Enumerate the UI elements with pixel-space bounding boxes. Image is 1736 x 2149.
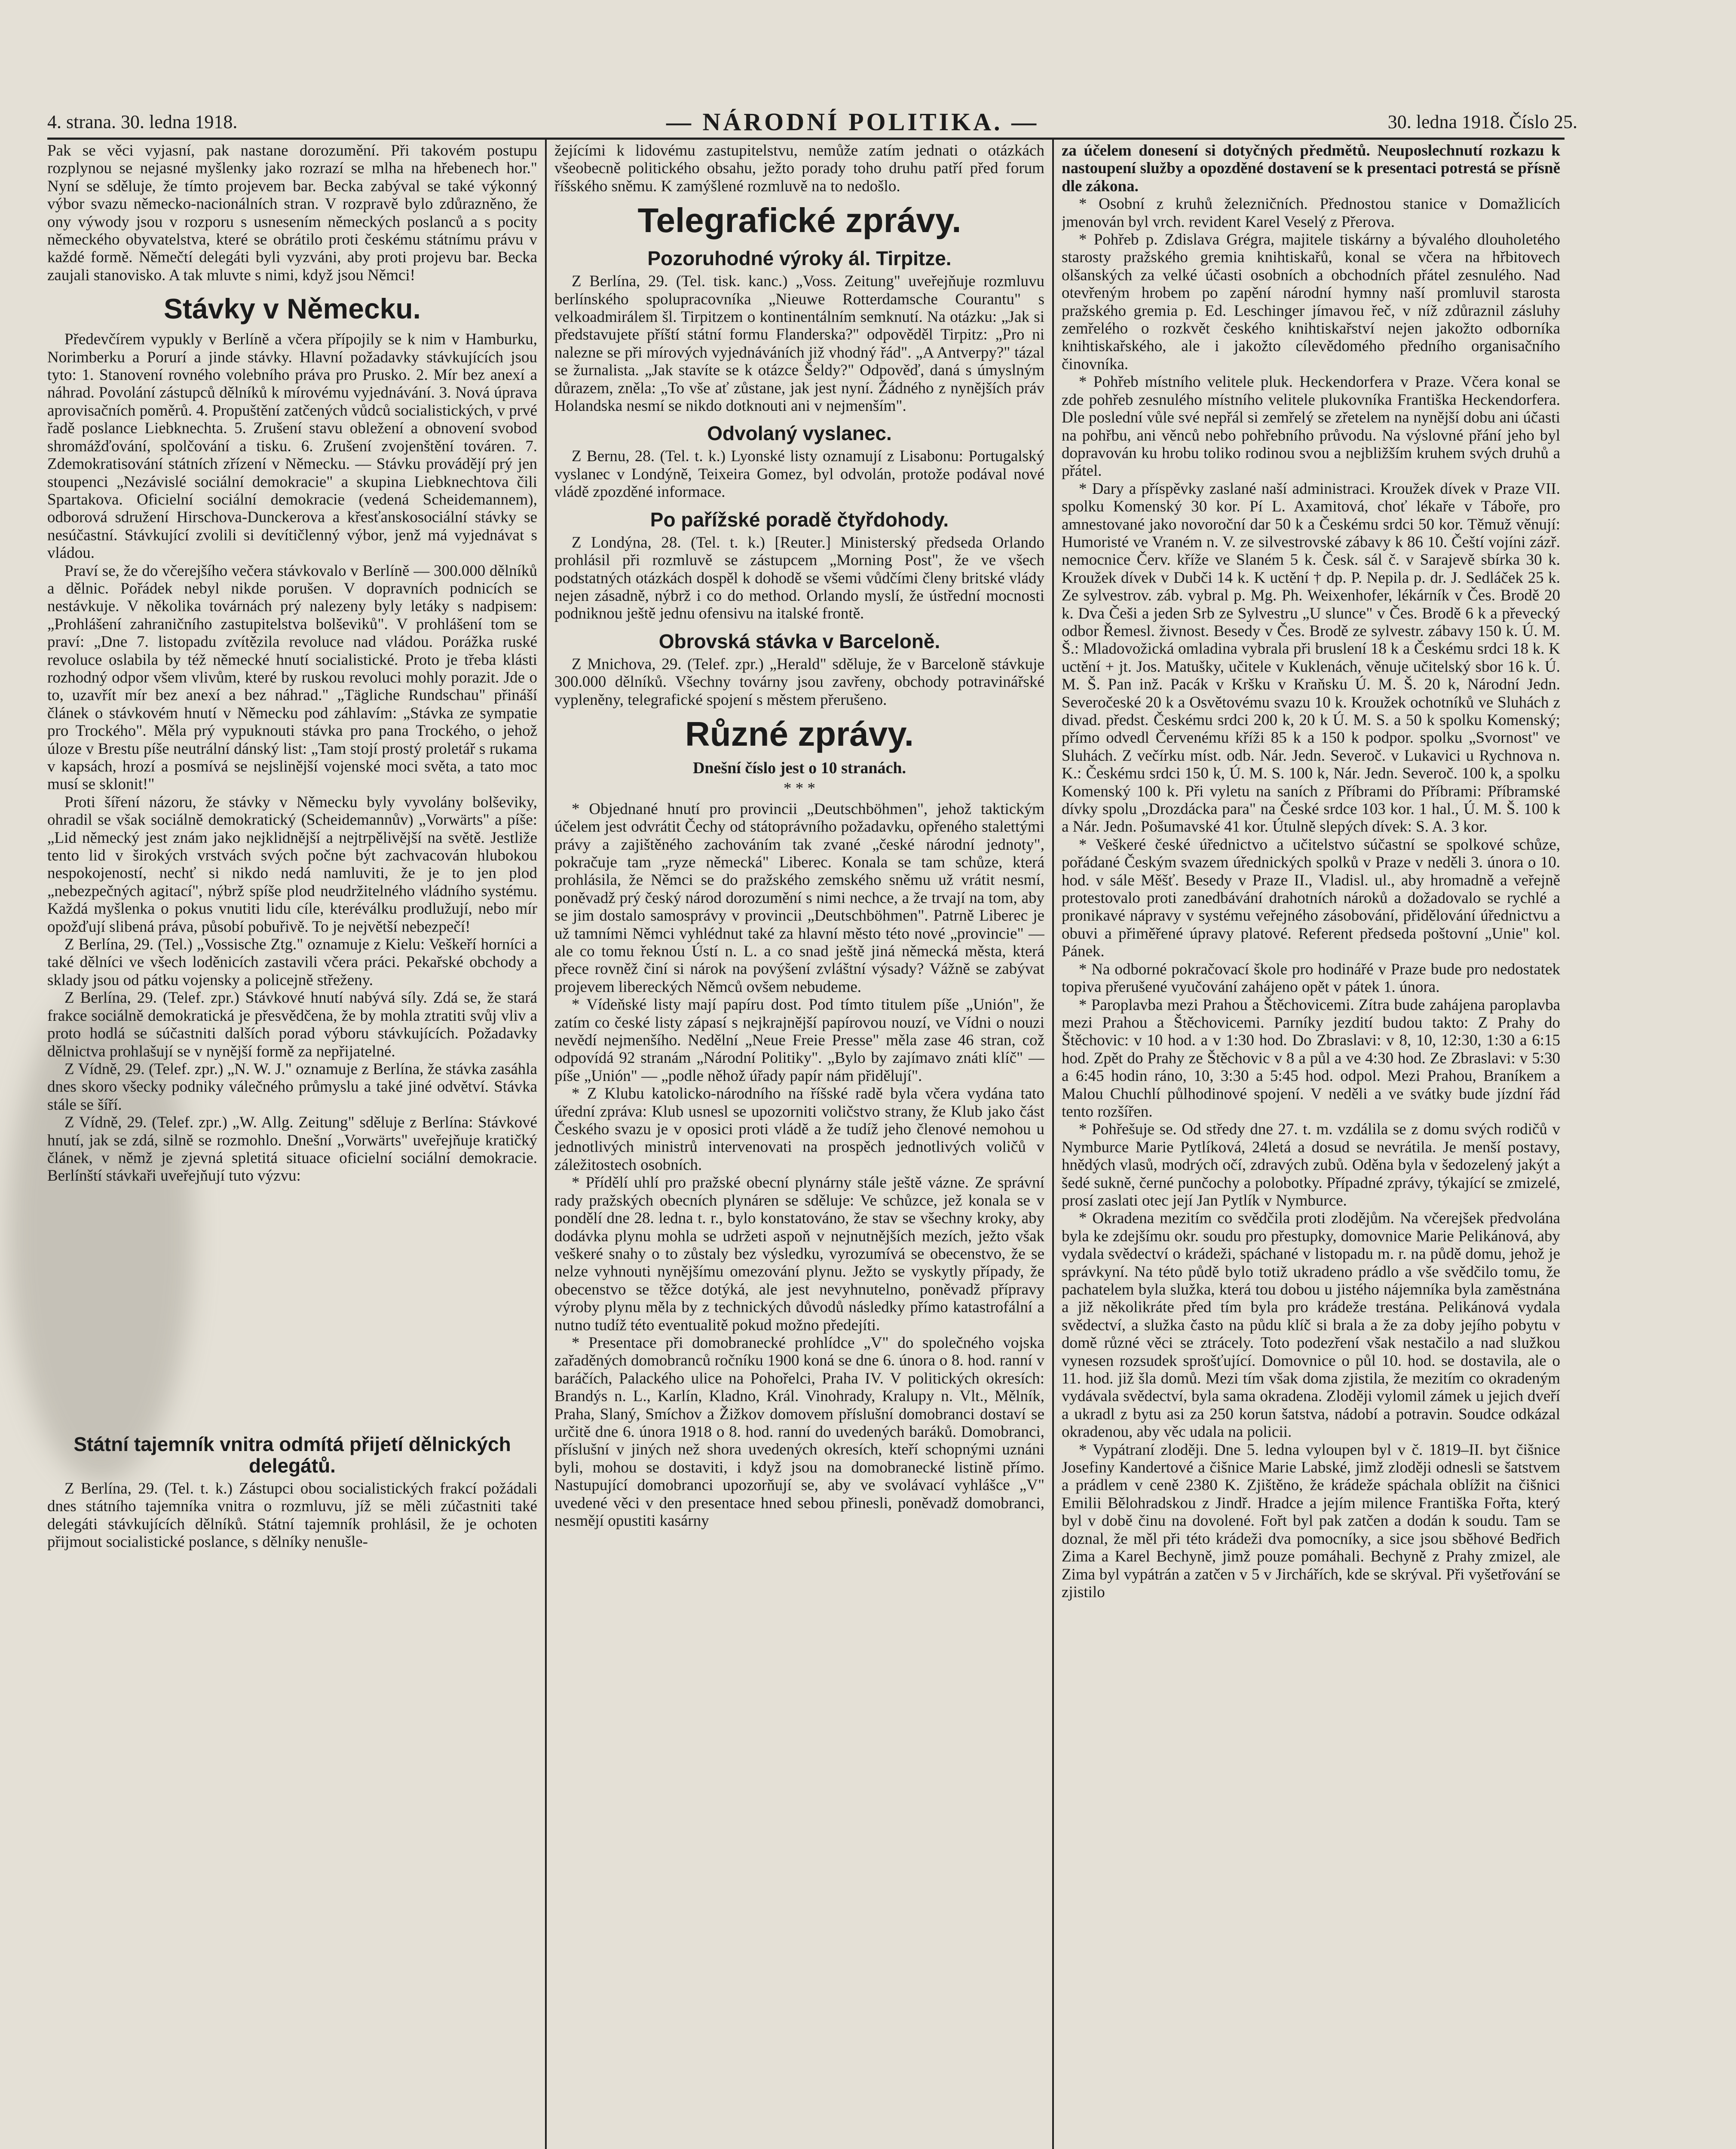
article-paragraph: Proti šíření názoru, že stávky v Německu byly vyvolány bolševiky, ohradil se však sociálně demokratický (Scheidemannův) „Vorwärts" a píše: „Lid německý jest znám jako nejklidnější a nejtrpělivější na světě. Jestliže tento lid v širokých vrstvách svých počne být zachvacován hlubokou nespokojeností, nechť si nikdo nedá namluviti, že je to jen plod „nebezpečných agitací", nýbrž spíše plod neudržitelného vládního systému. Každá myšlenka o pokus vnutiti lidu cíle, kteréválku prodlužují, nebo mír opožďují slibená práva, působí pobuřivě. To je největší nebezpečí! <box>47 793 537 936</box>
article-paragraph: Z Vídně, 29. (Telef. zpr.) „W. Allg. Zeitung" sděluje z Berlína: Stávkové hnutí, jak se zdá, silně se rozmohlo. Dnešní „Vorwärts" uveřejňuje kratičký článek, v němž je zjevná spletitá situace oficielní sociální demokracie. Berlínští stávkaři uveřejňují tuto výzvu: <box>47 1114 537 1185</box>
news-item: * Pohřeb p. Zdislava Grégra, majitele tiskárny a bývalého dlouholetého starosty pražského gremia knihtiskařů, konal se včera na hřbitovech olšanských za velké účasti osobních a obchodních přátel zesnulého. Nad otevřeným hrobem po zapění národní hymny naší promluvil starosta pražského gremia p. Ed. Leschinger jímavou řeč, v níž zdůraznil zásluhy zemřelého o rozkvět českého knihtiskařství nejen jakožto odborníka knihtiskařského, ale i jakožto cílevědomého předního organisačního činovníka. <box>1062 231 1560 373</box>
column-rule <box>1052 138 1054 2149</box>
header-rule <box>47 138 1565 140</box>
issue-note: Dnešní číslo jest o 10 stranách. <box>692 759 906 777</box>
article-paragraph: Z Londýna, 28. (Tel. t. k.) [Reuter.] Ministerský předseda Orlando prohlásil při rozmluvě se zástupcem „Morning Post", že ve všech podstatných otázkách dospěl k dohodě se všemi vůdčími členy britské vlády nejen zásadně, nýbrž i co do method. Orlando myslí, že ústřední mocnosti podniknou ještě jednu ofensivu na italské frontě. <box>554 533 1044 623</box>
news-item: * Pohřešuje se. Od středy dne 27. t. m. vzdálila se z domu svých rodičů v Nymburce Marie Pytlíková, 24letá a dosud se nevrátila. Je menší postavy, hnědých vlasů, modrých očí, zdravých zubů. Oděna byla v šedozelený jakýt a šedé sukně, černé punčochy a polobotky. Případné zprávy, týkající se zmizelé, prosí zaslati otec její Jan Pytlík v Nymburce. <box>1062 1120 1560 1209</box>
article-paragraph: Předevčírem vypukly v Berlíně a včera přípojily se k nim v Hamburku, Norimberku a Porurí a jinde stávky. Hlavní požadavky stávkujících jsou tyto: 1. Stanovení rovného volebního práva pro Prusko. 2. Mír bez anexí a náhrad. Povolání zástupců dělníků k mírovému vyjednávání. 3. Nová úprava aprovisačních poměrů. 4. Propuštění zatčených vůdců socialistických, v prvé řadě poslance Liebknechta. 5. Zrušení stavu obležení a obnovení svobod shromážďování, spolčování a tisku. 6. Zrušení zvojenštění továren. 7. Zdemokratisování státních zřízení v Německu. — Stávku provádějí prý jen stoupenci „Nezávislé sociální demokracie" a skupina Liebknechtova čili Spartakova. Oficielní sociální demokracie (vedená Scheidemannem), odborová sdružení Hirschova-Dunckerova a křesťanskosociální stávky se nesúčastní. Stávkující zvolili si devítičlenný výbor, jenž má vyjednávat s vládou. <box>47 331 537 562</box>
blank-space <box>47 1185 537 1426</box>
article-paragraph: Z Berlína, 29. (Tel.) „Vossische Ztg." oznamuje z Kielu: Veškeří horníci a také dělníci ve všech loděnicích zastavili včera práci. Pekařské obchody a sklady jsou od pátku vojensky a policejně střeženy. <box>47 936 537 989</box>
column-1 <box>47 142 537 2149</box>
news-item: * Okradena mezitím co svědčila proti zlodějům. Na včerejšek předvolána byla ke zdejšímu okr. soudu pro přestupky, domovnice Marie Pelikánová, aby vydala svědectví o krádeži, spáchané v listopadu m. r. na půdě domu, jehož je správkyní. Na této půdě bylo totiž ukradeno prádlo a vše svědčilo tomu, že pachatelem byla služka, která tou dobou u jistého nájemníka byla zaměstnána a již několikráte před tím byla pro krádeže trestána. Pelikánová vydala svědectví, a služka často na půdu klíč si brala a že za doby jejího pobytu v domě různé věci se ztrácely. Toto podezření však nestačilo a nad služkou vynesen rozsudek sprošťující. Domovnice o půl 10. hod. se dostavila, ale o 11. hod. již šla domů. Mezi tím však doma zjistila, že mezitím co okradeným vydávala svědectví, byla sama okradena. Zloději vylomil zámek u jejich dveří a ukradl z bytu asi za 250 korun šatstva, nádobí a potravin. Soudce odkázal okradenou, aby věc udala na policii. <box>1062 1209 1560 1441</box>
news-item: * Dary a příspěvky zaslané naší administraci. Kroužek dívek v Praze VII. spolku Komenský 30 kor. Pí L. Axamitová, choť lékaře v Táboře, pro amnestované jako novoroční dar 50 k a Českému srdci 50 kor. Těmuž věnují: Humoristé ve Vraném n. V. ze silvestrovské zábavy k 86 10. Čeští vojíni zázř. nemocnice Červ. kříže ve Slaném 5 k. Česk. sál č. v Sarajevě sbírka 30 k. Kroužek dívek v Dubči 14 k. K uctění † dp. P. Nepila p. dr. J. Sedláček 25 k. Ze sylvestrov. záb. vybral p. Mg. Ph. Weixenhofer, lékárník v Čes. Brodě 20 k. Dva Češi a jeden Srb ze Sylvestru „U slunce" v Čes. Brodě 6 k a převecký odbor Řemesl. živnost. Besedy v Čes. Brodě ze sylvestr. zábavy 150 k. Ú. M. Š.: Mladovožická omladina vybrala při bruslení 18 k a Českému srdci 18 k. K uctění + jt. Jos. Matušky, učitele v Kuklenách, věnuje učitelský sbor 16 k. Ú. M. Š. Pan inž. Pacák v Kršku v Kraňsku Ú. M. Š. 20 k, Národní Jedn. Severočeské 20 k a Osvětovému svazu 10 k. Kroužek ochotníků ve Sluhách z divad. předst. Českému srdci 200 k, 20 k Ú. M. S. a 50 k spolku Komenský; přímo odvedl Červenému kříži 85 k a 150 k podpor. spolku „Svornost" ve Sluhách. Z večírku míst. odb. Nár. Jedn. Severoč. v Lukavici u Rychnova n. K.: Českému srdci 150 k, Ú. M. S. 100 k, Nár. Jedn. Severoč. 100 k, a spolku Komenský 100 k. Při vyletu na saních z Příbrami do Příbrami: Příbramské dívky spolu „Drozdácka para" na České srdce 103 kor. 1 hal., Ú. M. Š. 100 k a Nár. Jedn. Pošumavské 41 kor. Útulně slepých dívek: S. A. 3 kor. <box>1062 480 1560 836</box>
newspaper-title: — NÁRODNÍ POLITIKA. — <box>666 108 1039 136</box>
article-paragraph: Z Berlína, 29. (Tel. tisk. kanc.) „Voss. Zeitung" uveřejňuje rozmluvu berlínského spolupracovníka „Nieuwe Rotterdamsche Courantu" s velkoadmirálem šl. Tirpitzem o kontinentálním semknutí. Na otázku: „Jak si představujete příští státní formu Flanderska?" odpověděl Tirpitz: „Pro ni nalezne se při mírových vyjednáváních již vhodný řád". „A Antverpy?" tázal se žurnalista. „Jak stavíte se k otázce Šeldy?" Odpověď, daná s úmyslným důrazem, zněla: „To vše ať zůstane, jak jest nyní. Žádného z nynějších práv Holandska nesmí se nikdo dotknouti ani v nejmenším". <box>554 272 1044 415</box>
section-title-various: Různé zprávy. <box>685 714 914 753</box>
issue-number: 30. ledna 1918. Číslo 25. <box>1387 111 1577 132</box>
headline-paris: Po pařížské poradě čtyřdohody. <box>650 508 949 531</box>
article-paragraph: Praví se, že do včerejšího večera stávkovalo v Berlíně — 300.000 dělníků a dělnic. Pořádek nebyl nikde porušen. V dopravních podnicích se nestávkuje. V několika továrnách prý nalezeny byly letáky s nadpisem: „Prohlášení zahraničního zastupitelstva bolševiků". V prohlášení tom se praví: „Dne 7. listopadu zvítězila revoluce nad vládou. Porážka ruské revoluce oslabila by též německé hnutí socialistické. Proto je třeba klásti rozhodný odpor všem vlivům, které by ruskou revoluci mohly porazit. Jde o to, uzavřít mír bez anexí a bez náhrad." „Tägliche Rundschau" přináší článek o stávkovém hnutí v Německu pod záhlavím: „Stávka ze sympatie pro Trockého". Měla prý vypuknouti stávka pro pana Trockého, o jehož úloze v Brestu píše neutrální dánský list: „Tam stojí prostý proletář s rukama v kapsách, hrozí a posmívá se nejslinější vojenské moci světa, a tato moc musí se sklonit!" <box>47 562 537 793</box>
news-item: * Vypátraní zloději. Dne 5. ledna vyloupen byl v č. 1819–II. byt čišnice Josefiny Kandertové a čišnice Marie Labské, jimž zloději odnesli se šatstvem a prádlem v ceně 2380 K. Zjištěno, že krádeže spáchala oblížit na čišnici Emilii Bělohradskou z Jindř. Hradce a jejím milence Františka Fořta, který byl v době činu na dovolené. Fořt byl pak zatčen a dodán k soudu. Tam se doznal, že měl při této krádeži dva pomocníky, a sice jsou sběhové Bedřich Zima a Karel Bechyně, jimž pouze pomáhali. Bechyně z Prahy zmizel, ale Zima byl vypátrán a zatčen v 5 v Jirchářích, kde se skrýval. Při vyšetřování se zjistilo <box>1062 1441 1560 1601</box>
article-paragraph: Z Bernu, 28. (Tel. t. k.) Lyonské listy oznamují z Lisabonu: Portugalský vyslanec v Londýně, Teixeira Gomez, byl odvolán, protože podával nové vládě zpozděné informace. <box>554 447 1044 501</box>
news-item: * Z Klubu katolicko-národního na říšské radě byla včera vydána tato úřední zpráva: Klub usnesl se upozorniti voličstvo strany, že Klub jako část Českého svazu je v oposici proti vládě a že tudíž jeho členové nemohou u jednotlivých ministrů intervenovati na prospěch jednotlivých voličů v záležitostech osobních. <box>554 1085 1044 1174</box>
article-paragraph: Z Berlína, 29. (Telef. zpr.) Stávkové hnutí nabývá síly. Zdá se, že stará frakce sociálně demokratická je přesvědčena, že by mohla ztratiti svůj vliv a proto hodlá se súčastniti dalších porad výboru stávkujících. Požadavky dělnictva prohlašují se v nynější formě za nepřijatelné. <box>47 989 537 1060</box>
column-rule <box>545 138 547 2149</box>
news-item: * Přídělí uhlí pro pražské obecní plynárny stále ještě vázne. Ze správní rady pražských obecních plynáren se sděluje: Ve schůzce, jež konala se v pondělí dne 28. ledna t. r., bylo konstatováno, že stav se všechny kroky, aby dodávka plynu mohla se udržeti aspoň v nejnutnějších mezích, ježto však veškeré snahy o to zůstaly bez výsledku, vyrozumívá se obecenstvo, že se nelze vyhnouti nynějšímu omezování plynu. Ježto se vyskytly případy, že obecenstvo se těžce dotýká, ale jest nevyhnutelno, poněvadž přípravy výroby plynu měla by z technických důvodů následky přímo katastrofální a nutno tudíž této eventualitě pokud možno předejíti. <box>554 1174 1044 1334</box>
news-item: * Objednané hnutí pro provincii „Deutschböhmen", jehož taktickým účelem jest odvrátit Čechy od státoprávního požadavku, opřeného stalettými právy a zajištěného zachováním tak zvané „české národní jednoty", pokračuje tam „ryze německá" Liberec. Konala se tam schůze, která prohlásila, že Němci se do pražského zemského sněmu už vrátit nesmí, poněvadž prý český národ dorozumění s nimi nechce, a že trvají na tom, aby se jim dostalo samosprávy v provincii „Deutschböhmen". Patrně Liberec je už tamními Němci vyhlédnut také za hlavní město této nové „provincie" — ale co tomu řeknou Ústí n. L. a co snad ještě jiná německá města, která přece rovněž činí si nárok na povýšení zvláštní výsady? Vážně se zabývat projevem libereckých Němců ovšem nebudeme. <box>554 800 1044 996</box>
section-title-telegrams: Telegrafické zprávy. <box>637 201 961 240</box>
news-item: * Veškeré české úřednictvo a učitelstvo súčastní se spolkové schůze, pořádané Českým svazem úřednických spolků v Praze v neděli 3. února o 10. hod. v sále Měšť. Besedy v Praze II., Vladisl. ul., aby hromadně a veřejně protestovalo proti zanedbávání drahotních nároků a dožadovalo se rychlé a pronikavé nápravy v systému veřejného zásobování, přidělování úřednictvu a obuvi a přiměřené úpravy platové. Referent předseda poštovní „Unie" kol. Pánek. <box>1062 836 1560 961</box>
masthead <box>47 107 1577 138</box>
article-paragraph: Z Mnichova, 29. (Telef. zpr.) „Herald" sděluje, že v Barceloně stávkuje 300.000 dělníků. Všechny továrny jsou zavřeny, obchody potravinářské vypleněny, telegrafické spojení s městem přerušeno. <box>554 655 1044 709</box>
article-continuation: žejícími k lidovému zastupitelstvu, nemůže zatím jednati o otázkách všeobecně politického obsahu, ježto porady toho druhu patří před forum říšského sněmu. K zamýšlené rozmluvě na to nedošlo. <box>554 142 1044 195</box>
news-item: * Presentace při domobranecké prohlídce „V" do společného vojska zařaděných domobranců ročníku 1900 koná se dne 6. února o 8. hod. ranní v baráčích, Palackého ulice na Pohořelci, Praha IV. V politických okresích: Brandýs n. L., Karlín, Kladno, Král. Vinohrady, Kralupy n. Vlt., Mělník, Praha, Slaný, Smíchov a Žižkov domovem příslušní domobranci dostaví se určitě dne 6. února 1918 o 8. hod. ranní do uvedených baráků. Domobranci, příslušní v jiných než shora uvedených okresích, kteří schopnými uznáni byli, mohou se dostaviti, i když jsou na domobranecké listině přímo. Nastupující domobranci upozorňují se, aby ve svolávací vyhlášce „V" uvedené věci v den presentace hned sebou přinesli, poněvadž domobranci, nesmějí opustiti kasárny <box>554 1334 1044 1530</box>
headline-barcelona: Obrovská stávka v Barceloně. <box>658 630 940 652</box>
news-item: * Pohřeb místního velitele pluk. Heckendorfera v Praze. Včera konal se zde pohřeb zesnulého místního velitele plukovníka Františka Heckendorfera. Dle poslední vůle své nepřál si zemřelý se zřetelem na nynější dobu ani účasti na pohřbu, ani věnců nebo pohřebního průvodu. Na výslovné přání jeho byl dopravován ku hrobu toliko rodinou svou a nejbližším kruhem svých druhů a přátel. <box>1062 373 1560 480</box>
news-item: * Paroplavba mezi Prahou a Štěchovicemi. Zítra bude zahájena paroplavba mezi Prahou a Štěchovicemi. Parníky jezdití budou takto: Z Prahy do Štěchovic: v 10 hod. a v 1:30 hod. Do Zbraslavi: v 8, 10, 12:30, 1:30 a 6:15 hod. Zpět do Prahy ze Štěchovic v 8 a půl a ve 4:30 hod. Ze Zbraslavi: v 5:30 a 6:45 hodin ráno, 10, 3:30 a 5:45 hod. odpol. Mezi Prahou, Braníkem a Malou Chuchlí půlhodinové spojení. V neděli a ve svátky bude jízdní řád tento rozšířen. <box>1062 996 1560 1120</box>
column-3 <box>1062 142 1560 2149</box>
headline-strikes: Stávky v Německu. <box>163 293 421 325</box>
headline-secretary: Státní tajemník vnitra odmítá přijetí dělnických delegátů. <box>73 1433 511 1477</box>
article-continuation: za účelem donesení si dotyčných předmětů. Neuposlechnutí rozkazu k nastoupení služby a opozděné dostavení se k presentaci potrestá se přísně dle zákona. <box>1062 142 1560 195</box>
news-item: * Na odborné pokračovací škole pro hodinářé v Praze bude pro nedostatek topiva přerušené vyučování zahájeno opět v pátek 1. února. <box>1062 960 1560 996</box>
separator-stars: * * * <box>784 780 815 798</box>
headline-tirpitz: Pozoruhodné výroky ál. Tirpitze. <box>647 247 952 270</box>
article-paragraph: Z Berlína, 29. (Tel. t. k.) Zástupci obou socialistických frakcí požádali dnes státního tajemníka vnitra o rozmluvu, jíž se měli zúčastniti také delegáti stávkujících dělníků. Státní tajemník prohlásil, že je ochoten přijmout socialistické poslance, s dělníky nenušle- <box>47 1479 537 1551</box>
page-date-left: 4. strana. 30. ledna 1918. <box>47 111 238 132</box>
news-item: * Osobní z kruhů železničních. Přednostou stanice v Domažlicích jmenován byl vrch. revident Karel Veselý z Přerova. <box>1062 195 1560 231</box>
column-2 <box>554 142 1044 2149</box>
news-item: * Vídeňské listy mají papíru dost. Pod tímto titulem píše „Unión", že zatím co české listy zápasí s nejkrajnější papírovou nouzí, ve Vídni o nouzi nevědí nejmenšího. Nedělní „Neue Freie Presse" měla zase 46 stran, což odpovídá 92 stranám „Národní Politiky". „Bylo by zajímavo znáti klíč" — píše „Unión" — „podle něhož úřady papír nám přidělují". <box>554 996 1044 1085</box>
headline-recalled: Odvolaný vyslanec. <box>707 422 892 445</box>
article-paragraph: Z Vídně, 29. (Telef. zpr.) „N. W. J." oznamuje z Berlína, že stávka zasáhla dnes skoro všecky podniky válečného průmyslu a také jiné odvětví. Stávka stále se šíří. <box>47 1060 537 1114</box>
article-continuation: Pak se věci vyjasní, pak nastane dorozumění. Při takovém postupu rozplynou se nejasné myšlenky jako rozrazí se mlha na hřebenech hor." Nyní se sděluje, že tímto projevem bar. Becka zabýval se také výkonný výbor svazu německo-nacionálních stran. V rozpravě bylo zdůrazněno, že ony výwody jsou v rozporu s usnesením německých poslanců a s pocity německého obyvatelstva, které se obrátilo proti českému státnímu právu v každé formě. Němečtí delegáti byli vyzváni, aby proti projevu bar. Becka zaujali stanovisko. A tak mluvte s nimi, když jsou Němci! <box>47 142 537 284</box>
